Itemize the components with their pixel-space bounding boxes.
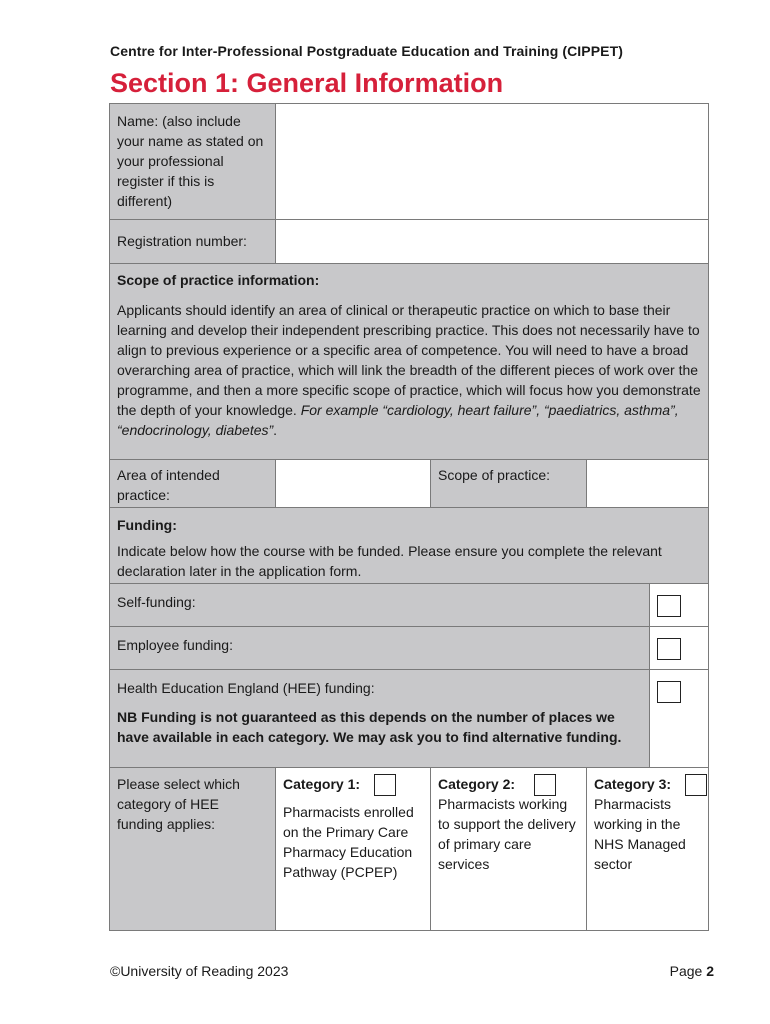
institution-header: Centre for Inter-Professional Postgraduate Education and Training (CIPPET)	[110, 43, 624, 59]
category-1-title: Category 1:	[283, 776, 361, 792]
registration-label-cell	[109, 219, 276, 264]
category-3-description: Pharmacists working in the NHS Managed sector	[594, 796, 686, 872]
hee-funding-checkbox[interactable]	[657, 681, 681, 703]
copyright-footer: ©University of Reading 2023	[110, 963, 289, 979]
funding-info-block	[109, 507, 709, 584]
name-field[interactable]	[275, 103, 709, 220]
category-2-description: Pharmacists working to support the delivery of primary care services	[438, 796, 576, 872]
category-1-cell	[275, 767, 431, 931]
hee-funding-label: Health Education England (HEE) funding:	[117, 680, 375, 696]
funding-body: Indicate below how the course with be funded. Please ensure you complete the relevant declaration later in the application form.	[117, 543, 662, 579]
scope-of-practice-field[interactable]	[586, 459, 709, 508]
scope-example: For example “cardiology, heart failure”, “paediatrics, asthma”, “endocrinology, diabetes”	[117, 402, 679, 438]
funding-heading: Funding:	[117, 517, 177, 533]
employee-funding-checkbox[interactable]	[657, 638, 681, 660]
scope-heading: Scope of practice information:	[117, 272, 320, 288]
page-number: 2	[706, 963, 714, 979]
category-3-cell	[586, 767, 709, 931]
hee-category-prompt-cell	[109, 767, 276, 931]
scope-label-cell	[430, 459, 587, 508]
page-number-footer	[640, 963, 714, 979]
hee-funding-checkbox-cell	[649, 669, 709, 768]
category-3-title: Category 3:	[594, 776, 672, 792]
category-2-title: Category 2:	[438, 776, 516, 792]
hee-category-prompt: Please select which category of HEE funding applies:	[117, 776, 240, 832]
funding-note: NB Funding is not guaranteed as this depends on the number of places we have available in each category. We may ask you to find alternative funding.	[117, 709, 622, 745]
page-label: Page	[669, 963, 703, 979]
hee-funding-label-cell	[109, 669, 650, 768]
employee-funding-label: Employee funding:	[117, 637, 233, 653]
registration-label: Registration number:	[117, 233, 247, 249]
registration-number-field[interactable]	[275, 219, 709, 264]
scope-body-text: Applicants should identify an area of clinical or therapeutic practice on which to base their learning and develop their independent prescribing practice. This does not necessarily have to align to previous experience or a specific area of competence. You will need to have a broad overarching area of practice, which will link the breadth of the different pieces of work over the programme, and then a more specific scope of practice, which will focus how you demonstrate the depth of your knowledge.	[117, 302, 701, 418]
self-funding-label: Self-funding:	[117, 594, 196, 610]
category-1-checkbox[interactable]	[374, 774, 396, 796]
area-label-cell	[109, 459, 276, 508]
self-funding-checkbox-cell	[649, 583, 709, 627]
category-3-checkbox[interactable]	[685, 774, 707, 796]
section-title: Section 1: General Information	[110, 68, 504, 98]
scope-body	[117, 300, 701, 440]
scope-label: Scope of practice:	[438, 467, 551, 483]
scope-info-block	[109, 263, 709, 460]
category-2-cell	[430, 767, 587, 931]
category-2-checkbox[interactable]	[534, 774, 556, 796]
area-of-practice-field[interactable]	[275, 459, 431, 508]
self-funding-checkbox[interactable]	[657, 595, 681, 617]
employee-funding-label-cell	[109, 626, 650, 670]
area-label: Area of intended practice:	[117, 467, 220, 503]
scope-example-end: .	[273, 422, 278, 438]
employee-funding-checkbox-cell	[649, 626, 709, 670]
category-1-description: Pharmacists enrolled on the Primary Care Pharmacy Education Pathway (PCPEP)	[283, 804, 414, 880]
self-funding-label-cell	[109, 583, 650, 627]
name-label: Name: (also include your name as stated on your professional register if this is different)	[117, 113, 264, 209]
general-information-form	[109, 103, 709, 931]
name-label-cell	[109, 103, 276, 220]
